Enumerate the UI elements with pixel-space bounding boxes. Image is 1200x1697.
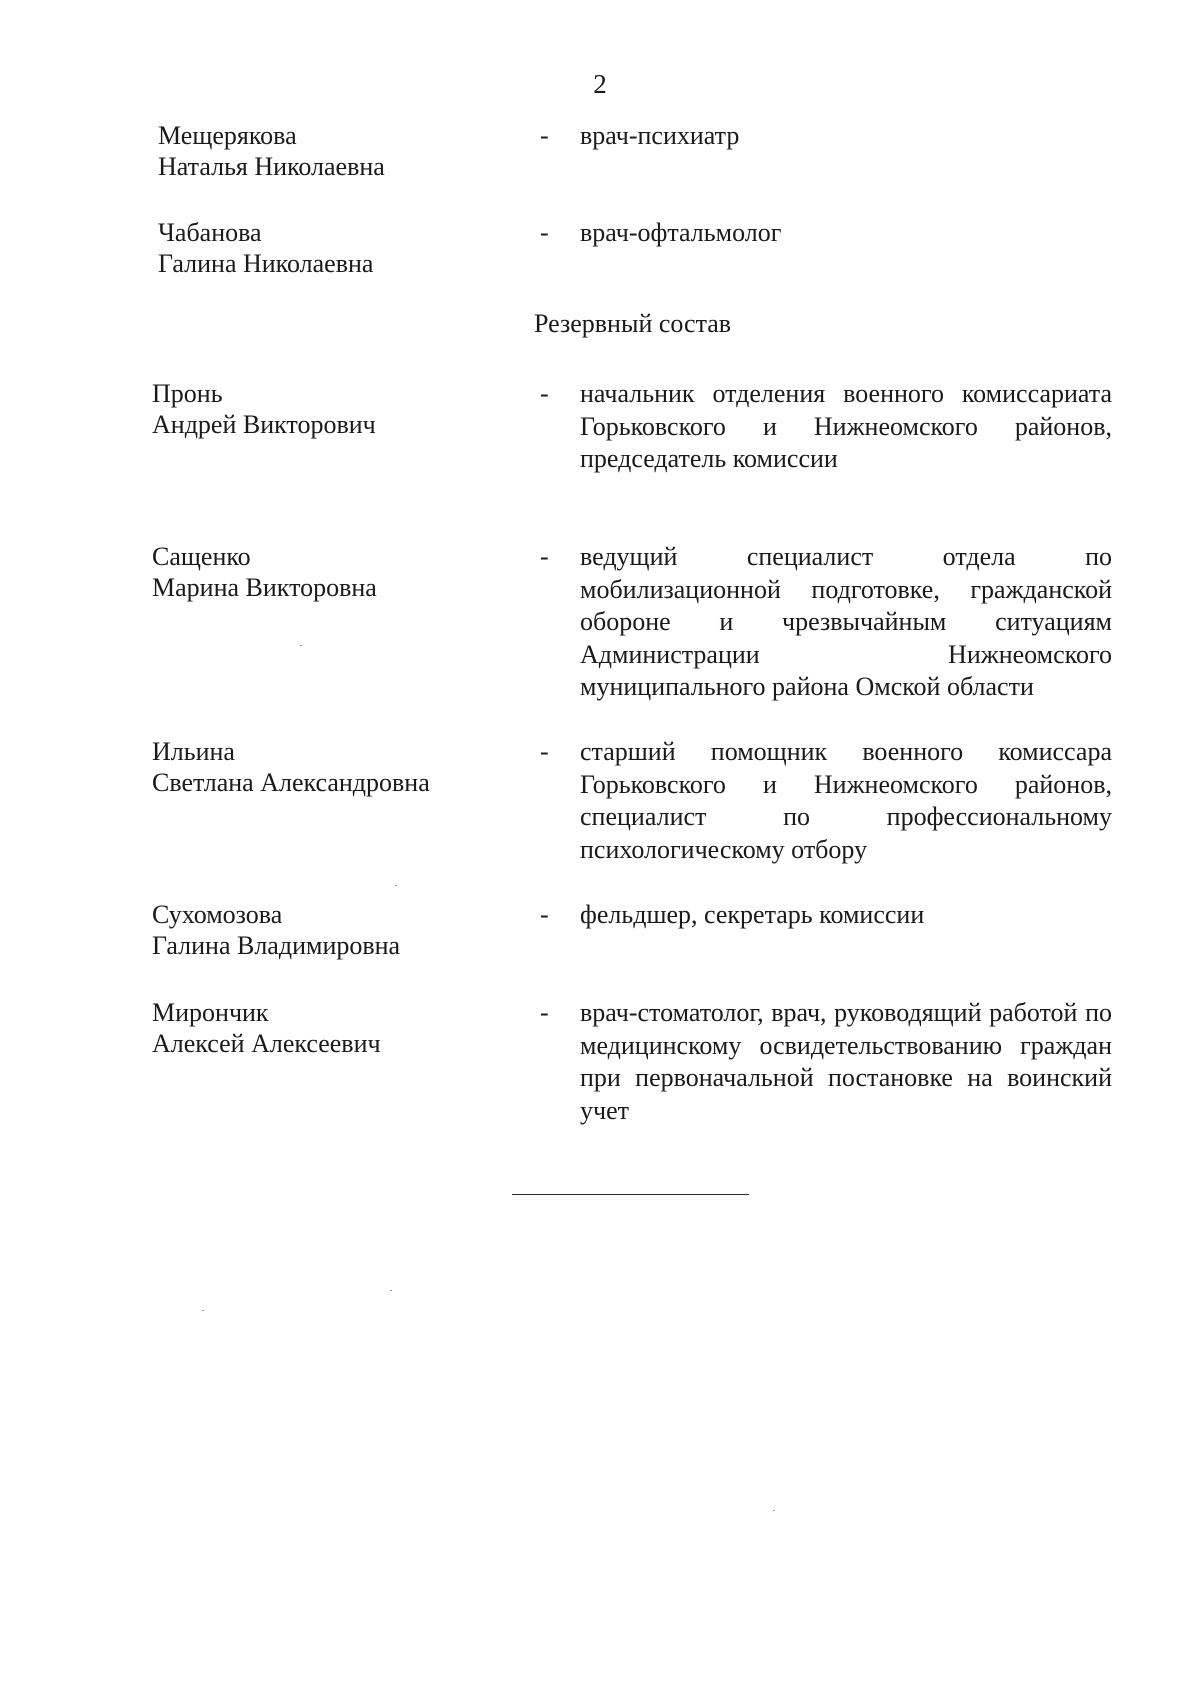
member-dash: - (540, 737, 549, 766)
member-surname: Мирончик (152, 998, 269, 1027)
scan-speck (300, 645, 302, 646)
member-surname: Пронь (152, 379, 223, 408)
member-dash: - (540, 900, 549, 929)
member-given-names: Марина Викторовна (152, 573, 377, 602)
member-given-names: Светлана Александровна (152, 768, 430, 797)
page-number: 2 (593, 69, 607, 99)
scan-speck (202, 1310, 204, 1311)
member-surname: Сащенко (152, 542, 251, 571)
member-name (158, 120, 478, 182)
member-name (152, 736, 472, 798)
scan-speck (390, 1290, 392, 1291)
member-given-names: Андрей Викторович (152, 410, 376, 439)
member-surname: Ильина (152, 737, 235, 766)
member-dash: - (540, 542, 549, 571)
member-dash: - (540, 121, 549, 150)
member-name (152, 378, 472, 440)
member-name (152, 997, 472, 1059)
member-role: врач-стоматолог, врач, руководящий работой по медицинскому освидетельствованию граждан при первоначальной постановке на воинский учет (580, 998, 1112, 1125)
reserve-section-title: Резервный состав (534, 309, 732, 338)
member-role: фельдшер, секретарь комиссии (580, 900, 925, 929)
closing-rule (512, 1194, 749, 1195)
member-surname: Чабанова (158, 218, 262, 247)
member-surname: Сухомозова (152, 900, 283, 929)
scan-speck (773, 1510, 775, 1511)
member-role: старший помощник военного комиссара Горьковского и Нижнеомского районов, специалист по профессиональному психологическому отбору (580, 737, 1112, 864)
member-surname: Мещерякова (158, 121, 297, 150)
member-given-names: Галина Владимировна (152, 931, 401, 960)
member-given-names: Наталья Николаевна (158, 152, 385, 181)
member-role: врач-психиатр (580, 121, 740, 150)
member-name (158, 217, 478, 279)
member-role: начальник отделения военного комиссариата Горьковского и Нижнеомского районов, председатель комиссии (580, 379, 1112, 473)
member-name (152, 541, 472, 603)
member-role: врач-офтальмолог (580, 218, 782, 247)
member-dash: - (540, 218, 549, 247)
member-role: ведущий специалист отдела по мобилизационной подготовке, гражданской обороне и чрезвычайным ситуациям Администрации Нижнеомского муниципального района Омской области (580, 542, 1112, 701)
member-dash: - (540, 998, 549, 1027)
member-dash: - (540, 379, 549, 408)
member-given-names: Алексей Алексеевич (152, 1029, 381, 1058)
member-name (152, 899, 472, 961)
member-given-names: Галина Николаевна (158, 249, 374, 278)
scan-speck (395, 885, 397, 886)
